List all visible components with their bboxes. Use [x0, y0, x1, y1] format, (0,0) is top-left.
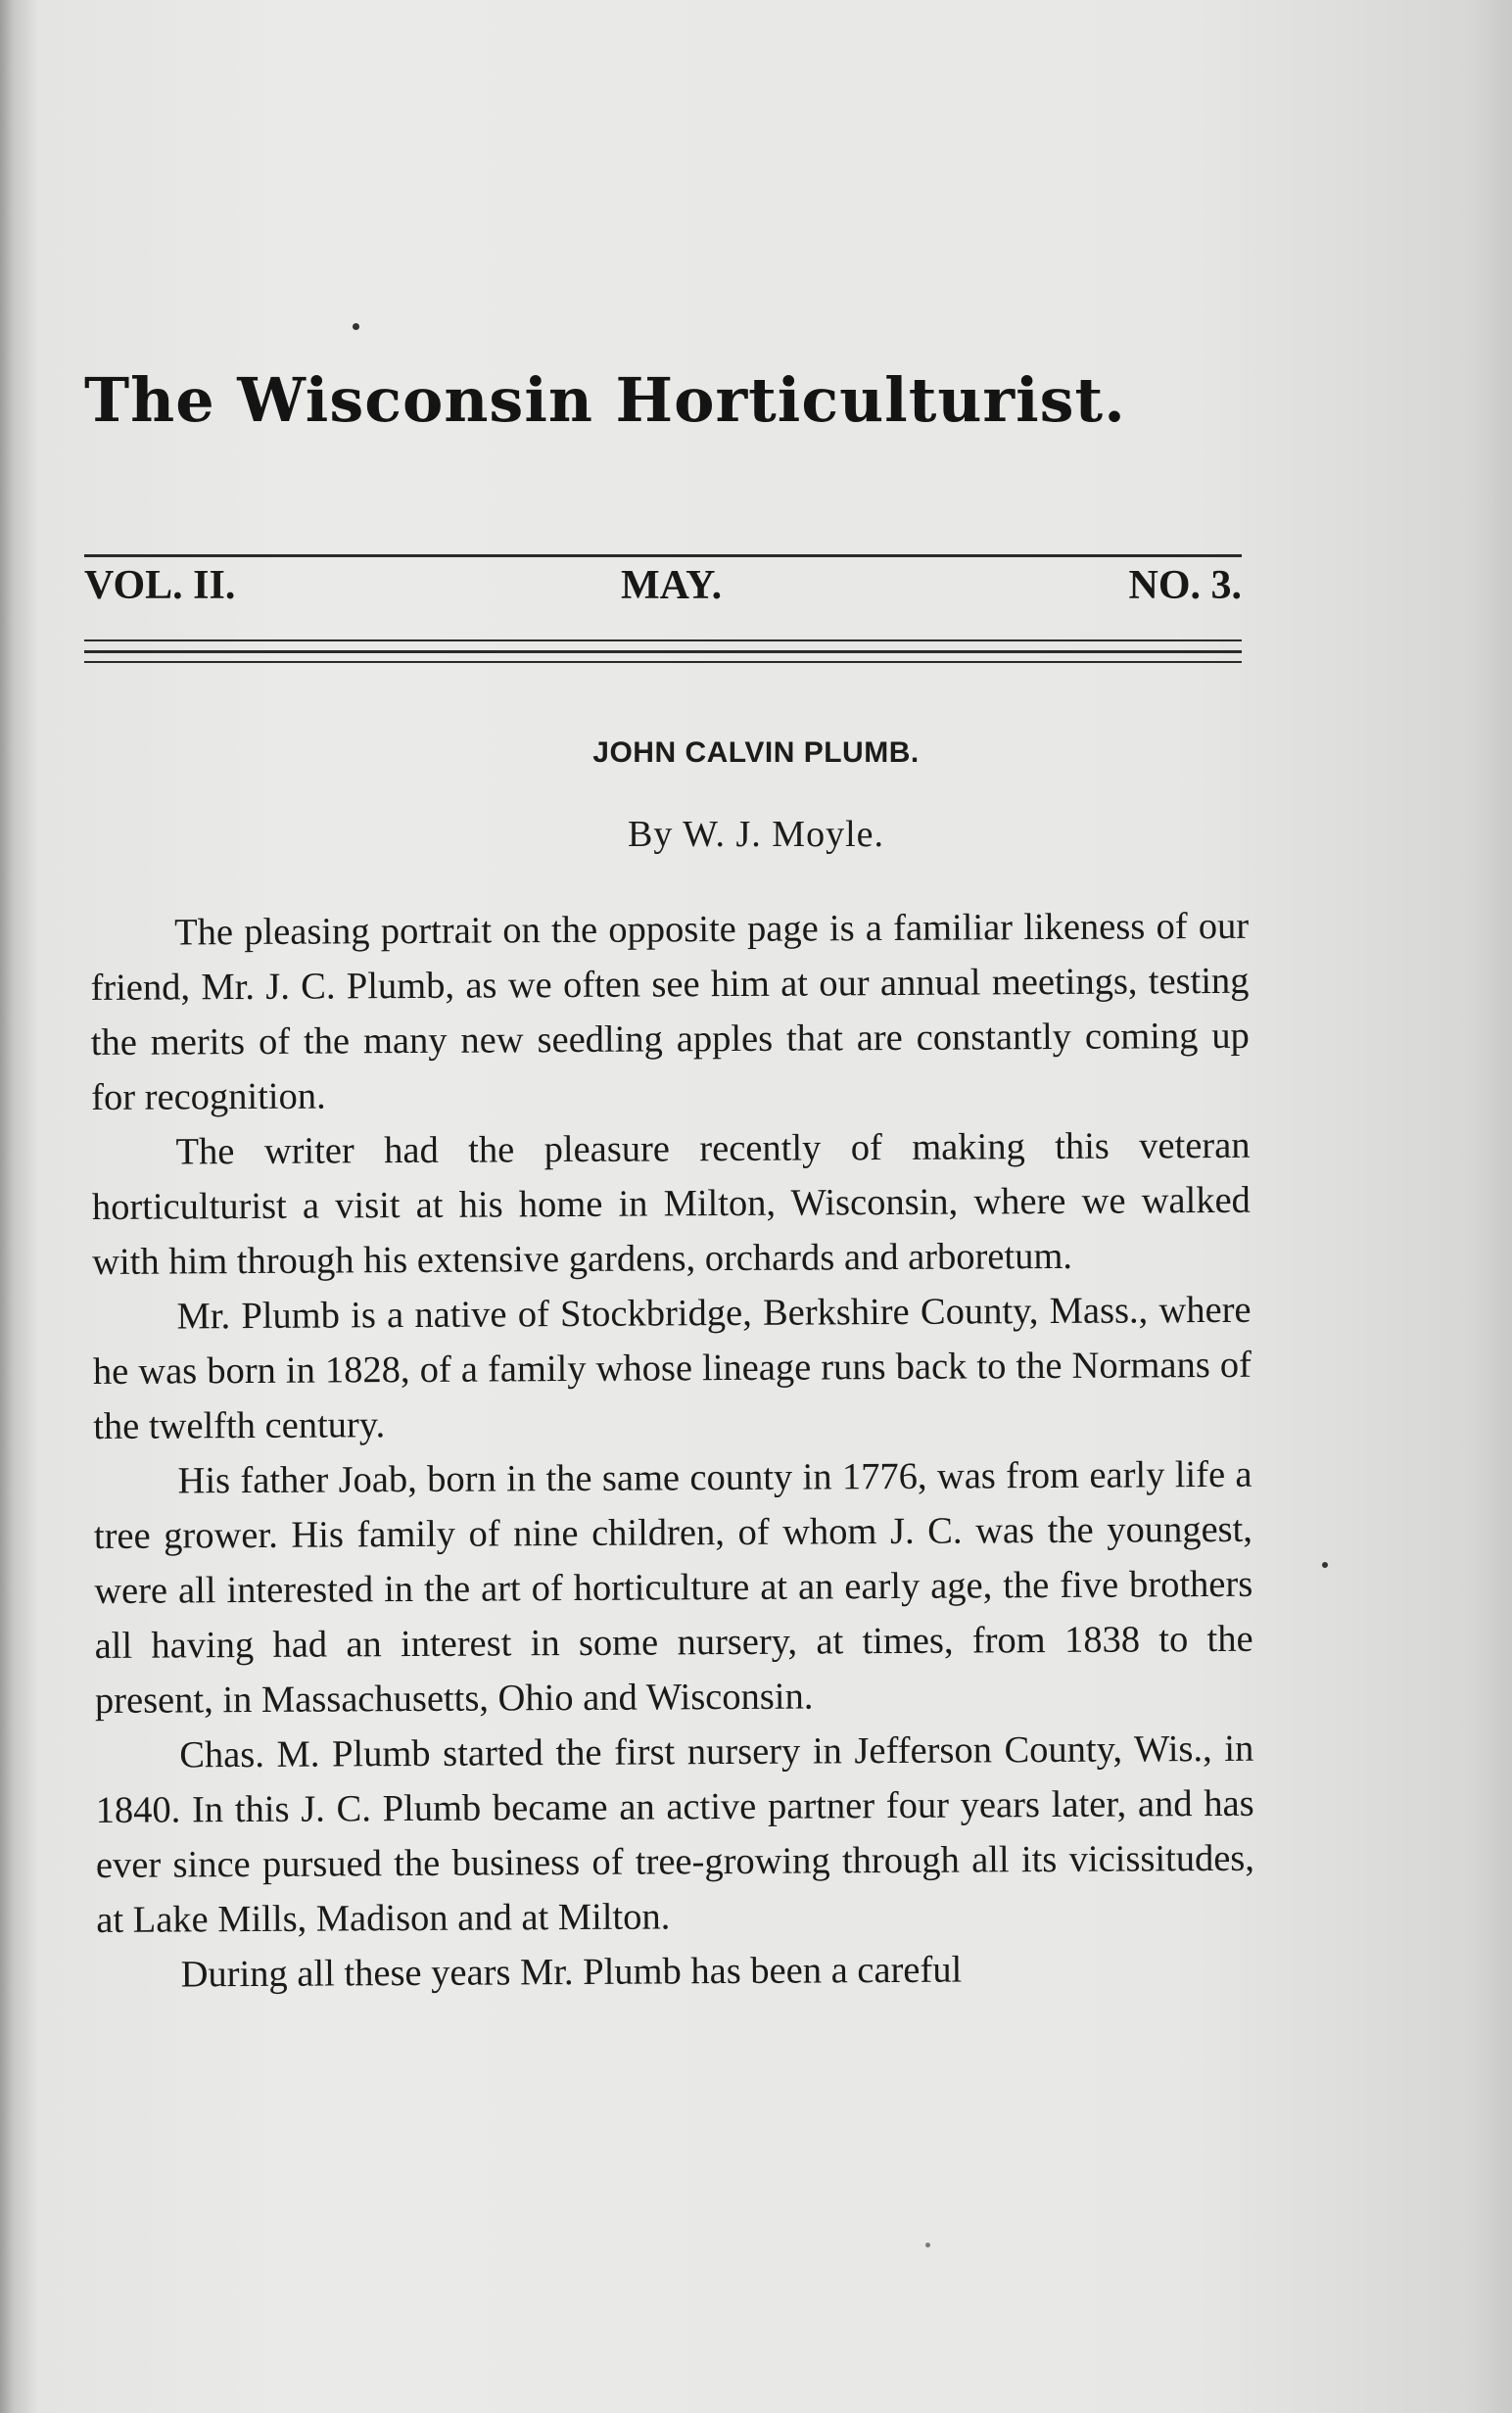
print-speck: [925, 2243, 930, 2247]
bottom-rule: [84, 661, 1242, 663]
print-speck: [353, 323, 359, 330]
month-label: MAY.: [621, 563, 723, 608]
article-byline: By W. J. Moyle.: [627, 814, 885, 855]
paragraph: Mr. Plumb is a native of Stockbridge, Berkshire County, Mass., where he was born in 1828, of a family whose lineage runs back to the Normans of the twelfth century.: [92, 1289, 1252, 1447]
article-title: JOHN CALVIN PLUMB.: [592, 736, 920, 769]
middle-rule-thin: [84, 639, 1242, 641]
middle-rule-thick: [84, 650, 1242, 653]
issue-info: [84, 562, 1242, 621]
paragraph: During all these years Mr. Plumb has been a careful: [180, 1949, 963, 1996]
issue-number-label: NO. 3.: [1128, 563, 1242, 608]
paragraph: His father Joab, born in the same county in 1776, was from early life a tree grower. His family of nine children, of whom J. C. was the youngest, were all interested in the art of horticulture at an early age, the five brothers all having had an interest in some nursery, at times, from 1838 to the present, in Massachusetts, Ohio and Wisconsin.: [93, 1453, 1253, 1722]
paragraph: Chas. M. Plumb started the first nursery in Jefferson County, Wis., in 1840. In this J. C. Plumb became an active partner four years later, and has ever since pursued the business of tree-growing through all its vicissitudes, at Lake Mills, Madison and at Milton.: [95, 1727, 1255, 1941]
paragraph: The pleasing portrait on the opposite page is a familiar likeness of our friend, Mr. J. C. Plumb, as we often see him at our annual meetings, testing the merits of the many new seedling apples that are constantly coming up for recognition.: [90, 905, 1250, 1118]
article-body: [90, 899, 1255, 2003]
paragraph: The writer had the pleasure recently of making this veteran horticulturist a visit at his home in Milton, Wisconsin, where we walked with him through his extensive gardens, orchards and arboretum.: [91, 1124, 1251, 1283]
print-speck: [1322, 1562, 1328, 1568]
volume-label: VOL. II.: [84, 563, 236, 608]
top-rule: [84, 554, 1242, 557]
journal-masthead: The Wisconsin Horticulturist.: [84, 364, 1126, 436]
